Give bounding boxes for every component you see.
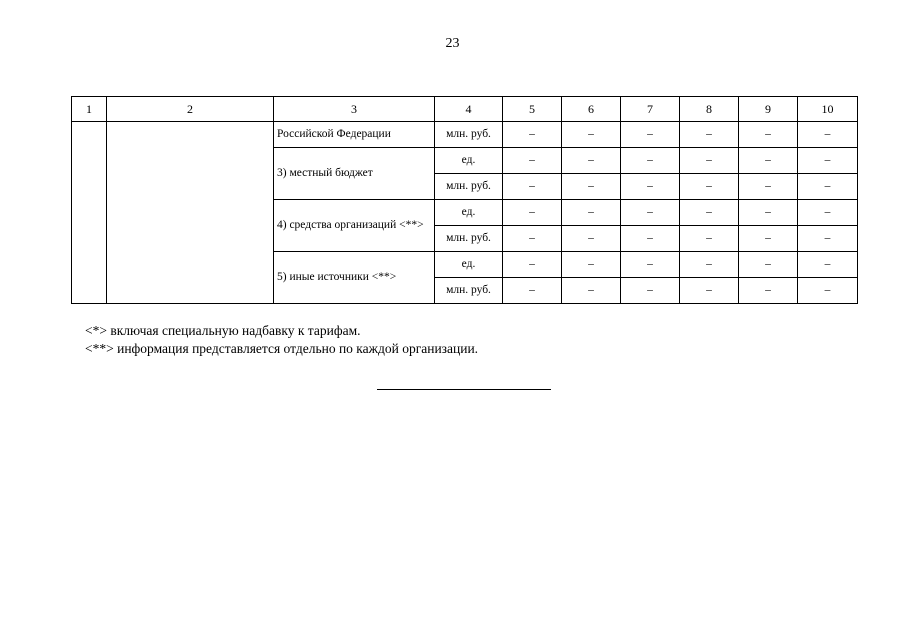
value-cell: – [503,148,562,174]
value-cell: – [798,226,858,252]
value-cell: – [680,148,739,174]
unit-cell: ед. [435,148,503,174]
header-cell: 8 [680,97,739,122]
value-cell: – [621,174,680,200]
value-cell: – [680,200,739,226]
page-number: 23 [445,36,460,51]
value-cell: – [503,252,562,278]
value-cell: – [503,200,562,226]
value-cell: – [798,278,858,304]
header-cell: 3 [274,97,435,122]
value-cell: – [680,278,739,304]
unit-cell: млн. руб. [435,174,503,200]
value-cell: – [562,226,621,252]
value-cell: – [503,226,562,252]
value-cell: – [739,174,798,200]
value-cell: – [621,226,680,252]
source-cell: 3) местный бюджет [274,148,435,200]
source-cell: 5) иные источники <**> [274,252,435,304]
unit-cell: млн. руб. [435,122,503,148]
value-cell: – [621,278,680,304]
source-cell: Российской Федерации [274,122,435,148]
value-cell: – [680,174,739,200]
value-cell: – [621,148,680,174]
value-cell: – [562,252,621,278]
value-cell: – [739,122,798,148]
footnotes [85,322,478,358]
value-cell: – [798,252,858,278]
header-cell: 10 [798,97,858,122]
value-cell: – [503,122,562,148]
end-divider [377,389,551,390]
unit-cell: млн. руб. [435,278,503,304]
header-cell: 4 [435,97,503,122]
value-cell: – [739,226,798,252]
value-cell: – [739,252,798,278]
header-cell: 5 [503,97,562,122]
value-cell: – [562,122,621,148]
value-cell: – [621,200,680,226]
value-cell: – [680,122,739,148]
table-row [72,122,858,148]
header-cell: 2 [107,97,274,122]
value-cell: – [798,200,858,226]
value-cell: – [503,174,562,200]
header-cell: 9 [739,97,798,122]
value-cell: – [621,122,680,148]
value-cell: – [562,278,621,304]
unit-cell: ед. [435,252,503,278]
value-cell: – [680,226,739,252]
value-cell: – [798,122,858,148]
value-cell: – [562,200,621,226]
footnote-tariff: <*> включая специальную надбавку к тарифам. [85,323,361,338]
source-cell: 4) средства организаций <**> [274,200,435,252]
value-cell: – [739,200,798,226]
value-cell: – [562,174,621,200]
unit-cell: млн. руб. [435,226,503,252]
funding-table [71,96,858,304]
value-cell: – [798,174,858,200]
value-cell: – [739,148,798,174]
value-cell: – [739,278,798,304]
value-cell: – [798,148,858,174]
footnote-organizations: <**> информация представляется отдельно по каждой организации. [85,341,479,356]
header-cell: 1 [72,97,107,122]
indicator-cell [107,122,274,304]
header-cell: 6 [562,97,621,122]
value-cell: – [680,252,739,278]
value-cell: – [562,148,621,174]
unit-cell: ед. [435,200,503,226]
table-header-row [72,97,858,122]
row-number-cell [72,122,107,304]
value-cell: – [621,252,680,278]
header-cell: 7 [621,97,680,122]
value-cell: – [503,278,562,304]
